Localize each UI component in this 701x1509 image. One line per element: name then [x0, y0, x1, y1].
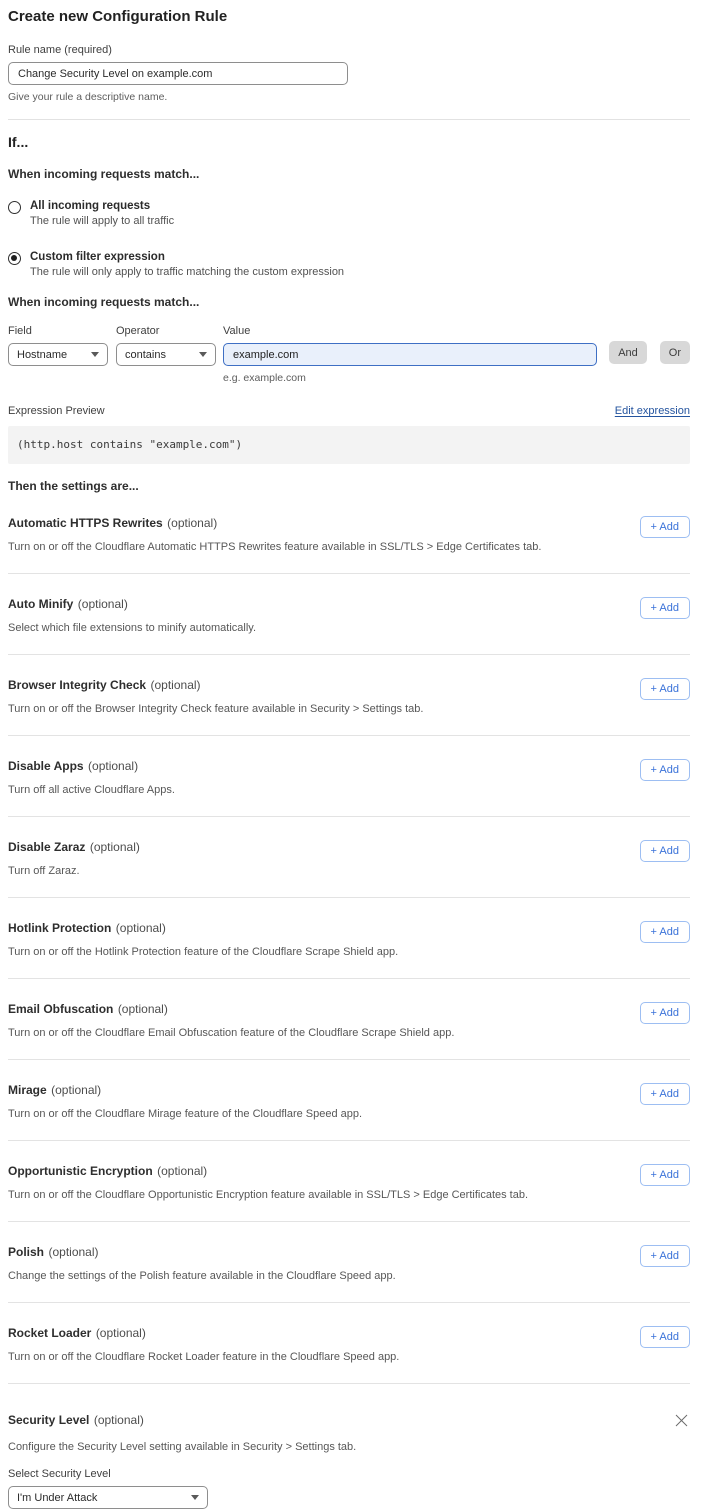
- radio-unchecked-icon[interactable]: [8, 201, 21, 214]
- add-setting-button[interactable]: + Add: [640, 597, 690, 619]
- setting-title: Disable Apps: [8, 759, 84, 773]
- setting-row: [8, 493, 690, 574]
- setting-row: [8, 898, 690, 979]
- security-level-description: Configure the Security Level setting available in Security > Settings tab.: [8, 1441, 357, 1453]
- setting-optional-label: (optional): [89, 840, 140, 854]
- setting-optional-label: (optional): [88, 759, 139, 773]
- add-setting-button[interactable]: + Add: [640, 921, 690, 943]
- setting-optional-label: (optional): [95, 1326, 146, 1340]
- add-setting-button[interactable]: + Add: [640, 759, 690, 781]
- setting-optional-label: (optional): [51, 1083, 102, 1097]
- setting-description: Turn on or off the Browser Integrity Check feature available in Security > Settings tab.: [8, 703, 424, 715]
- add-setting-button[interactable]: + Add: [640, 840, 690, 862]
- setting-row: [8, 655, 690, 736]
- expression-preview-label: Expression Preview: [8, 405, 105, 417]
- operator-select[interactable]: [116, 343, 216, 366]
- add-setting-button[interactable]: + Add: [640, 1326, 690, 1348]
- settings-list: [8, 493, 690, 1384]
- security-level-select[interactable]: [8, 1486, 208, 1509]
- add-setting-button[interactable]: + Add: [640, 678, 690, 700]
- operator-label: Operator: [116, 325, 160, 337]
- field-column: [8, 325, 108, 366]
- field-select-value: Hostname: [17, 348, 68, 361]
- setting-description: Turn off Zaraz.: [8, 865, 80, 877]
- andor-buttons: [609, 325, 690, 364]
- setting-description: Turn on or off the Cloudflare Rocket Loader feature in the Cloudflare Speed app.: [8, 1351, 400, 1363]
- setting-description: Turn on or off the Cloudflare Opportunistic Encryption feature available in SSL/TLS > Edge Certificates tab.: [8, 1189, 529, 1201]
- setting-title: Disable Zaraz: [8, 840, 86, 854]
- add-setting-button[interactable]: + Add: [640, 1245, 690, 1267]
- filter-builder-heading: When incoming requests match...: [8, 295, 200, 309]
- setting-optional-label: (optional): [157, 1164, 208, 1178]
- close-icon: [675, 1414, 688, 1427]
- security-level-section: [8, 1384, 690, 1509]
- operator-column: [116, 325, 216, 366]
- setting-title: Browser Integrity Check: [8, 678, 147, 692]
- select-security-level-label: Select Security Level: [8, 1468, 111, 1480]
- radio-custom-filter-description: The rule will only apply to traffic matching the custom expression: [30, 266, 345, 278]
- setting-optional-label: (optional): [48, 1245, 99, 1259]
- setting-optional-label: (optional): [167, 516, 218, 530]
- setting-description: Turn on or off the Cloudflare Mirage feature of the Cloudflare Speed app.: [8, 1108, 363, 1120]
- value-column: [223, 325, 597, 384]
- setting-row: [8, 1060, 690, 1141]
- field-label: Field: [8, 325, 32, 337]
- setting-row: [8, 979, 690, 1060]
- edit-expression-link[interactable]: Edit expression: [614, 405, 690, 417]
- add-setting-button[interactable]: + Add: [640, 1164, 690, 1186]
- setting-description: Turn on or off the Cloudflare Automatic HTTPS Rewrites feature available in SSL/TLS > Edge Certificates tab.: [8, 541, 542, 553]
- radio-all-incoming-requests[interactable]: [8, 200, 690, 227]
- chevron-down-icon: [91, 352, 99, 357]
- radio-custom-filter-expression[interactable]: [8, 251, 690, 278]
- setting-title: Automatic HTTPS Rewrites: [8, 516, 163, 530]
- setting-title: Opportunistic Encryption: [8, 1164, 153, 1178]
- page-title: Create new Configuration Rule: [8, 8, 228, 25]
- radio-all-incoming-description: The rule will apply to all traffic: [30, 215, 175, 227]
- rule-name-group: [8, 44, 690, 103]
- setting-title: Mirage: [8, 1083, 47, 1097]
- setting-optional-label: (optional): [117, 1002, 168, 1016]
- filter-builder: [8, 325, 690, 384]
- setting-row: [8, 574, 690, 655]
- radio-all-incoming-label: All incoming requests: [30, 200, 151, 212]
- then-settings-heading: Then the settings are...: [8, 479, 139, 493]
- setting-row: [8, 817, 690, 898]
- rule-name-input[interactable]: [8, 62, 348, 85]
- security-level-title: Security Level: [8, 1413, 90, 1427]
- setting-row: [8, 736, 690, 817]
- security-level-select-value: I'm Under Attack: [17, 1491, 98, 1504]
- setting-optional-label: (optional): [77, 597, 128, 611]
- setting-title: Email Obfuscation: [8, 1002, 114, 1016]
- value-helper: e.g. example.com: [223, 372, 306, 384]
- section-divider: [8, 119, 690, 120]
- rule-name-label: Rule name (required): [8, 44, 112, 56]
- setting-description: Turn on or off the Hotlink Protection feature of the Cloudflare Scrape Shield app.: [8, 946, 399, 958]
- setting-optional-label: (optional): [150, 678, 201, 692]
- setting-description: Select which file extensions to minify automatically.: [8, 622, 257, 634]
- setting-title: Hotlink Protection: [8, 921, 112, 935]
- chevron-down-icon: [191, 1495, 199, 1500]
- setting-title: Polish: [8, 1245, 45, 1259]
- operator-select-value: contains: [125, 348, 166, 361]
- field-select[interactable]: [8, 343, 108, 366]
- add-setting-button[interactable]: + Add: [640, 1083, 690, 1105]
- value-label: Value: [223, 325, 251, 337]
- chevron-down-icon: [199, 352, 207, 357]
- expression-preview-header: [8, 405, 690, 417]
- rule-name-helper: Give your rule a descriptive name.: [8, 91, 168, 103]
- setting-description: Turn on or off the Cloudflare Email Obfuscation feature of the Cloudflare Scrape Shield app.: [8, 1027, 455, 1039]
- setting-title: Auto Minify: [8, 597, 74, 611]
- and-button[interactable]: And: [609, 341, 647, 364]
- setting-row: [8, 1303, 690, 1384]
- setting-optional-label: (optional): [115, 921, 166, 935]
- radio-custom-filter-label: Custom filter expression: [30, 251, 165, 263]
- add-setting-button[interactable]: + Add: [640, 1002, 690, 1024]
- request-match-radio-group: [8, 200, 690, 278]
- security-level-optional-label: (optional): [93, 1413, 144, 1427]
- or-button[interactable]: Or: [660, 341, 690, 364]
- setting-row: [8, 1141, 690, 1222]
- if-heading: If...: [8, 134, 29, 150]
- add-setting-button[interactable]: + Add: [640, 516, 690, 538]
- setting-row: [8, 1222, 690, 1303]
- setting-description: Turn off all active Cloudflare Apps.: [8, 784, 175, 796]
- setting-description: Change the settings of the Polish feature available in the Cloudflare Speed app.: [8, 1270, 396, 1282]
- setting-title: Rocket Loader: [8, 1326, 92, 1340]
- radio-checked-icon[interactable]: [8, 252, 21, 265]
- incoming-requests-match-heading: When incoming requests match...: [8, 167, 200, 181]
- remove-setting-button[interactable]: [673, 1412, 690, 1432]
- expression-preview-code: (http.host contains "example.com"): [8, 426, 690, 464]
- value-input[interactable]: [223, 343, 597, 366]
